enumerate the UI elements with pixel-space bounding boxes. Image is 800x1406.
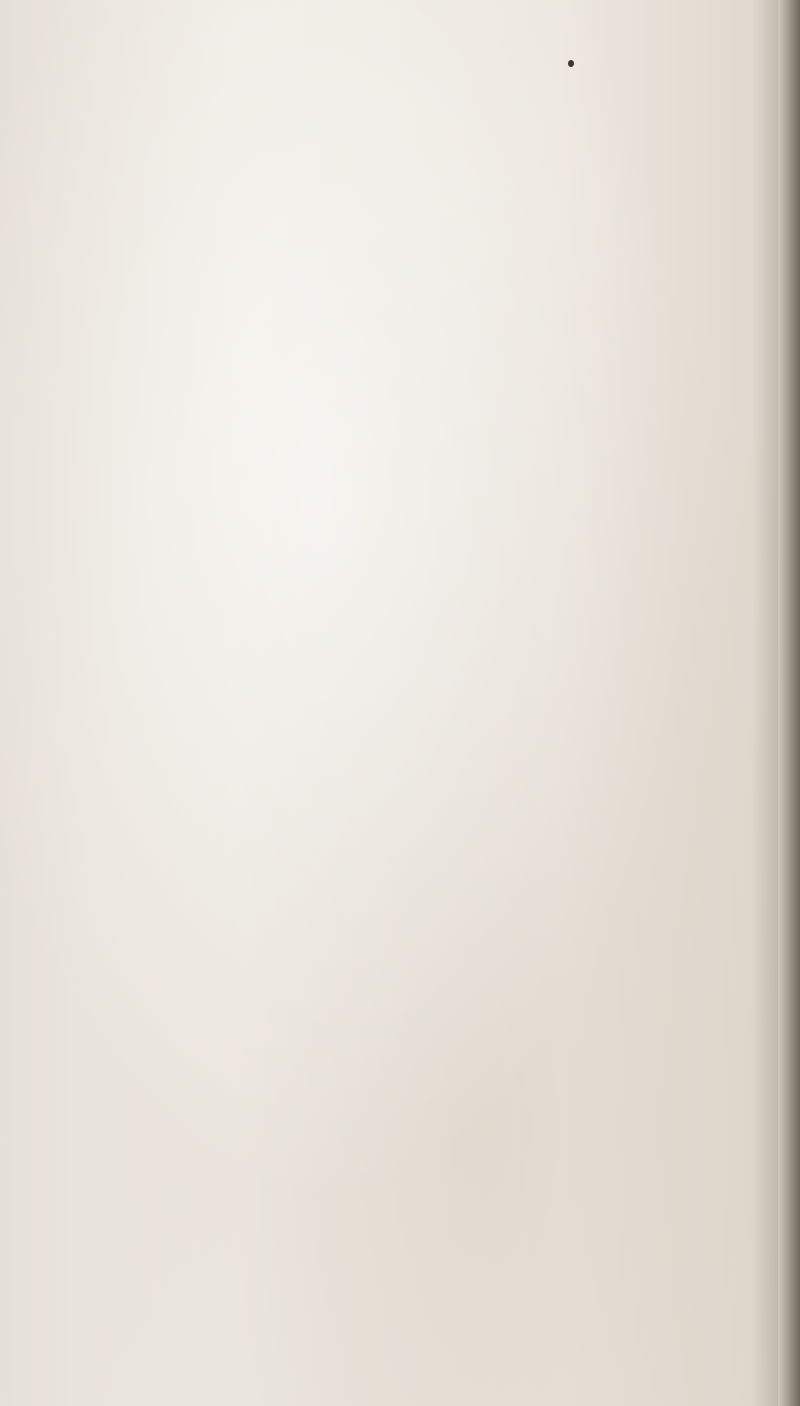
book-spine-edge: [778, 0, 800, 1406]
spine-shadow: [752, 0, 778, 1406]
show-through-text: [150, 340, 710, 1060]
ink-speck: [568, 60, 574, 67]
